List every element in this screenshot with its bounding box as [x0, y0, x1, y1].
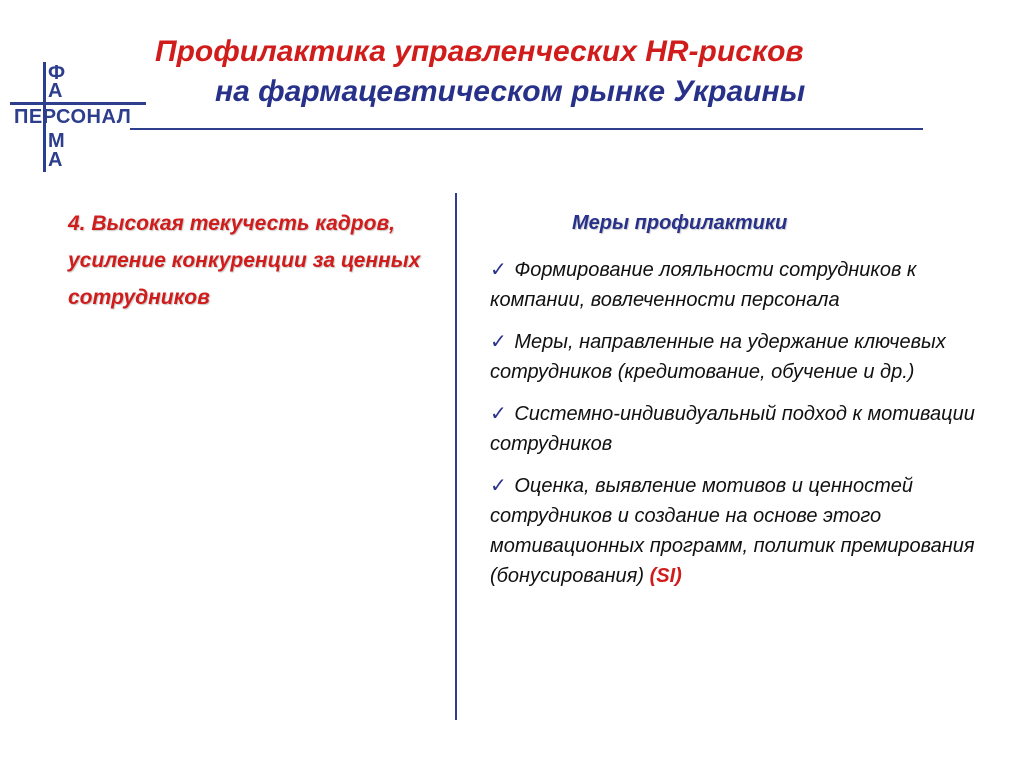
checkmark-icon: ✓ — [490, 403, 507, 425]
checkmark-icon: ✓ — [490, 259, 507, 281]
checkmark-icon: ✓ — [490, 475, 507, 497]
list-item — [490, 255, 990, 315]
list-item — [490, 471, 990, 591]
measure-text: Меры, направленные на удержание ключевых сотрудников (кредитование, обучение и др.) — [490, 331, 946, 383]
measure-text: Формирование лояльности сотрудников к компании, вовлеченности персонала — [490, 259, 917, 311]
si-tag: (SI) — [649, 565, 682, 587]
title-line-2: на фармацевтическом рынке Украины — [215, 75, 806, 108]
risk-statement: 4. Высокая текучесть кадров, усиление конкуренции за ценных сотрудников — [68, 212, 421, 309]
measure-text: Системно-индивидуальный подход к мотивации сотрудников — [490, 403, 975, 455]
list-item — [490, 399, 990, 459]
title-underline — [130, 128, 923, 130]
measure-text: Оценка, выявление мотивов и ценностей сотрудников и создание на основе этого мотивационных программ, политик премирования (бонусирования) — [490, 475, 975, 587]
logo-letter: М — [48, 130, 65, 152]
measures-list — [490, 255, 990, 603]
logo-letter: А — [48, 149, 63, 171]
column-divider — [455, 193, 457, 720]
measures-heading: Меры профилактики — [572, 212, 788, 234]
logo-letter: Ф — [48, 62, 66, 84]
list-item — [490, 327, 990, 387]
page-title — [150, 32, 950, 112]
checkmark-icon: ✓ — [490, 331, 507, 353]
logo-letter: А — [48, 80, 63, 102]
title-line-1: Профилактика управленческих HR-рисков — [155, 35, 804, 68]
logo-horizontal-bar — [10, 102, 146, 105]
logo-word: ПЕРСОНАЛ — [14, 106, 132, 128]
company-logo — [0, 0, 160, 180]
